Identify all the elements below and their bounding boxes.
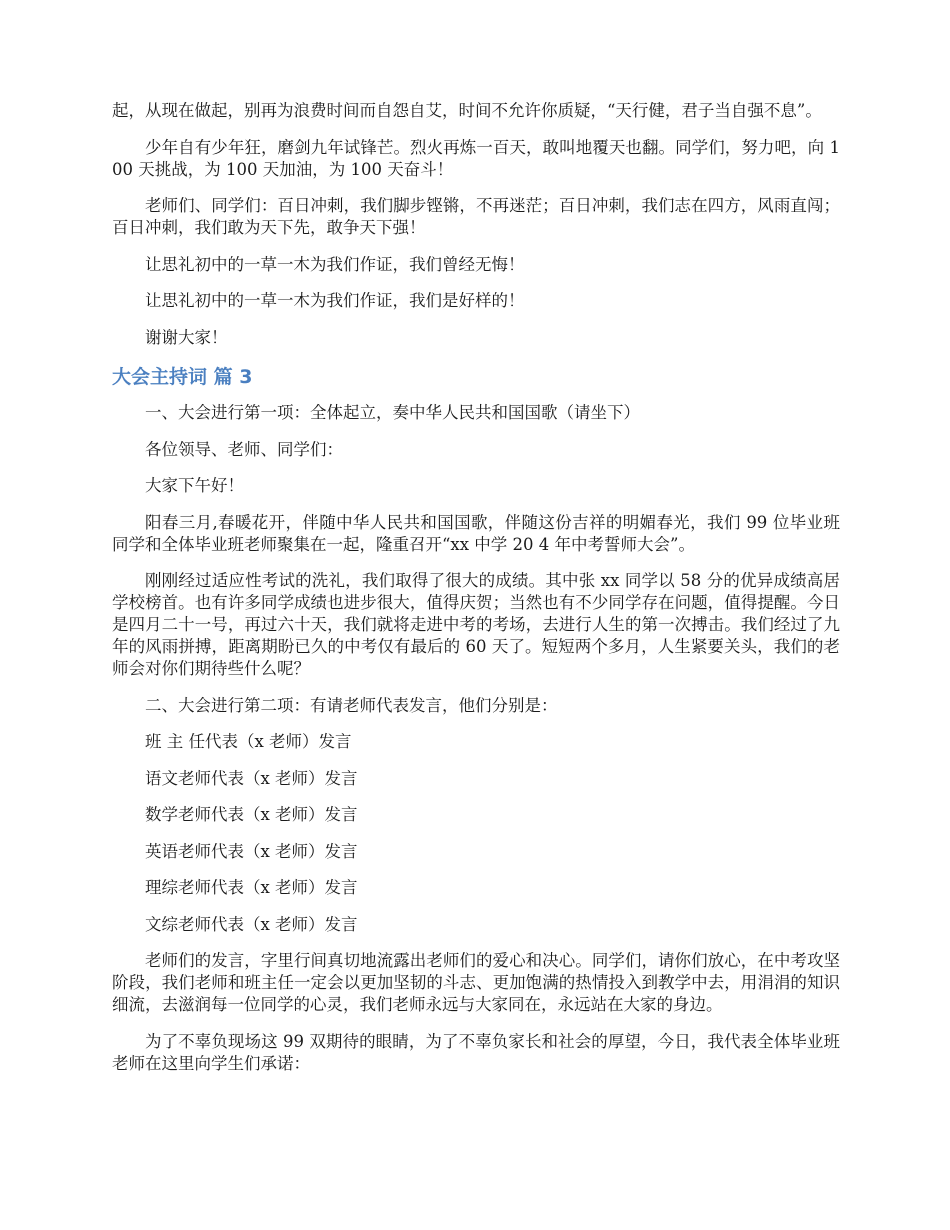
list-item: 数学老师代表（x 老师）发言: [145, 805, 358, 824]
paragraph: 老师们的发言，字里行间真切地流露出老师们的爱心和决心。同学们，请你们放心，在中考攻坚阶段，我们老师和班主任一定会以更加坚韧的斗志、更加饱满的热情投入到教学中去，用涓涓的知识细流，去滋润每一位同学的心灵，我们老师永远与大家同在，永远站在大家的身边。: [112, 951, 840, 1014]
paragraph: 各位领导、老师、同学们：: [145, 439, 343, 459]
paragraph: 一、大会进行第一项：全体起立，奏中华人民共和国国歌（请坐下）: [145, 403, 640, 422]
paragraph: 为了不辜负现场这 99 双期待的眼睛，为了不辜负家长和社会的厚望，今日，我代表全体毕业班老师在这里向学生们承诺：: [112, 1031, 840, 1073]
paragraph: 让思礼初中的一草一木为我们作证，我们是好样的！: [145, 291, 525, 310]
paragraph: 让思礼初中的一草一木为我们作证，我们曾经无悔！: [145, 254, 525, 274]
paragraph: 老师们、同学们：百日冲刺，我们脚步铿锵，不再迷茫；百日冲刺，我们志在四方，风雨直闯；百日冲刺，我们敢为天下先，敢争天下强！: [112, 196, 840, 237]
paragraph: 起，从现在做起，别再为浪费时间而自怨自艾，时间不允许你质疑，“天行健，君子当自强不息”。: [112, 101, 822, 120]
document-page: [112, 100, 840, 1089]
list-item: 理综老师代表（x 老师）发言: [145, 878, 358, 897]
paragraph: 阳春三月,春暖花开，伴随中华人民共和国国歌，伴随这份吉祥的明媚春光，我们 99 位毕业班同学和全体毕业班老师聚集在一起，隆重召开“xx 中学 20 4 年中考誓师大会”。: [112, 512, 840, 554]
paragraph: 刚刚经过适应性考试的洗礼，我们取得了很大的成绩。其中张 xx 同学以 58 分的优异成绩高居学校榜首。也有许多同学成绩也进步很大，值得庆贺；当然也有不少同学存在问题，值得提醒。今日是四月二十一号，再过六十天，我们就将走进中考的考场，去进行人生的第一次搏击。我们经过了九年的风雨拼搏，距离期盼已久的中考仅有最后的 60 天了。短短两个多月，人生紧要关头，我们的老师会对你们期待些什么呢？: [112, 571, 840, 678]
paragraph: 二、大会进行第二项：有请老师代表发言，他们分别是：: [145, 695, 558, 715]
paragraph: 大家下午好！: [145, 476, 244, 495]
paragraph: 少年自有少年狂，磨剑九年试锋芒。烈火再炼一百天，敢叫地覆天也翻。同学们，努力吧，向 100 天挑战，为 100 天加油，为 100 天奋斗！: [112, 137, 840, 179]
list-item: 英语老师代表（x 老师）发言: [145, 841, 358, 861]
paragraph: 谢谢大家！: [145, 327, 228, 347]
list-item: 文综老师代表（x 老师）发言: [145, 914, 358, 934]
section-heading: 大会主持词 篇 3: [112, 366, 253, 388]
list-item: 班 主 任代表（x 老师）发言: [145, 732, 352, 751]
list-item: 语文老师代表（x 老师）发言: [145, 768, 358, 788]
